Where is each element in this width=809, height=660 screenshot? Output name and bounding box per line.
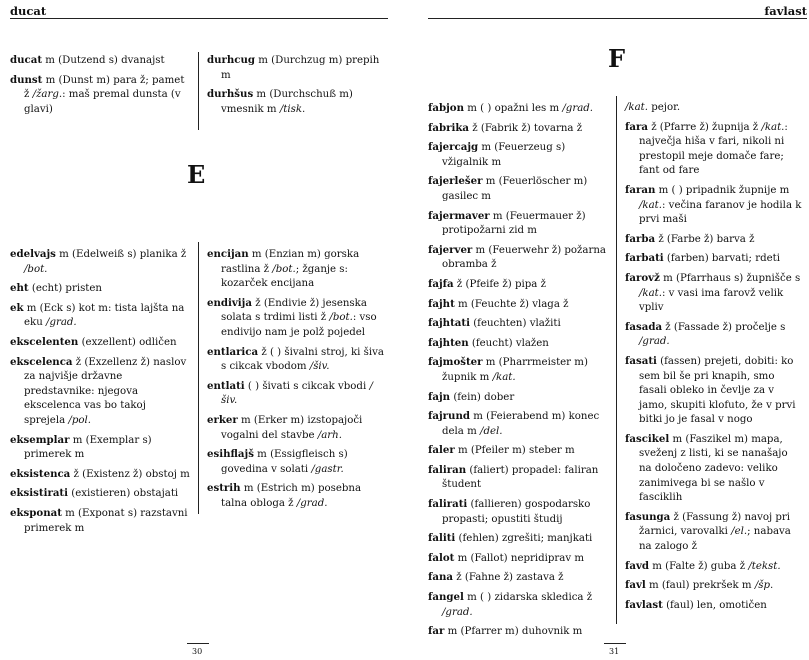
dictionary-entry bbox=[10, 53, 190, 69]
dictionary-entry bbox=[428, 551, 606, 567]
definition: m (Pfarrhaus s) župnišče s /kat.: v vasi ima farovž velik vpliv bbox=[639, 272, 801, 314]
headword: faran bbox=[625, 183, 656, 196]
dictionary-entry bbox=[428, 101, 606, 117]
dictionary-entry bbox=[207, 53, 387, 83]
left-page bbox=[0, 0, 390, 660]
definition: ( ) šivati s cikcak vbodi /šiv. bbox=[221, 380, 373, 407]
headword: fajercajg bbox=[428, 141, 479, 154]
dictionary-entry bbox=[207, 413, 387, 443]
headword: eksponat bbox=[10, 506, 62, 519]
dictionary-entry bbox=[428, 243, 606, 273]
headword: fajfa bbox=[428, 277, 454, 290]
dictionary-entry bbox=[625, 320, 803, 350]
dictionary-entry bbox=[428, 390, 606, 406]
definition: m (Estrich m) posebna talna obloga ž /grad. bbox=[221, 483, 362, 509]
definition: m ( ) zidarska skledica ž /grad. bbox=[442, 592, 593, 618]
headword: esihflajš bbox=[207, 448, 254, 461]
headword: ducat bbox=[10, 54, 43, 66]
definition: m (Exponat s) razstavni primerek m bbox=[24, 507, 188, 534]
headword: encijan bbox=[207, 248, 249, 260]
dictionary-entry bbox=[207, 87, 387, 117]
dictionary-entry bbox=[625, 271, 803, 316]
headword: fasati bbox=[625, 354, 657, 367]
definition: m (Edelweiß s) planika ž /bot. bbox=[24, 249, 187, 275]
e-column-1 bbox=[10, 247, 190, 540]
definition: ž (Fabrik ž) tovarna ž bbox=[469, 122, 583, 134]
headword: fabrika bbox=[428, 121, 470, 134]
headword: entlati bbox=[207, 379, 245, 392]
headword: ekscelenten bbox=[10, 335, 79, 348]
column-rule bbox=[198, 242, 199, 514]
headword: fasada bbox=[625, 320, 663, 333]
headword: fajmošter bbox=[428, 356, 483, 369]
definition: (faul) len, omotičen bbox=[662, 599, 767, 611]
dictionary-entry bbox=[428, 497, 606, 527]
dictionary-entry bbox=[428, 355, 606, 385]
headword: dunst bbox=[10, 73, 43, 86]
headword: durhcug bbox=[207, 54, 256, 66]
running-head: ducat bbox=[10, 4, 47, 18]
dictionary-entry bbox=[207, 296, 387, 341]
dictionary-entry bbox=[625, 510, 803, 555]
definition: ž (Fassade ž) pročelje s /grad. bbox=[639, 321, 786, 348]
definition: (fassen) prejeti, dobiti: ko sem bil še pri knapih, smo fasali obleko in čevlje za v jamo, skupiti klofuto, že v prvi bitki jo je fasal v nogo bbox=[639, 355, 796, 426]
definition: m (Pfeiler m) steber m bbox=[454, 445, 575, 457]
headword: edelvajs bbox=[10, 248, 56, 260]
dictionary-entry bbox=[625, 598, 803, 614]
dictionary-entry bbox=[10, 467, 190, 483]
header-rule bbox=[428, 18, 807, 19]
headword: entlarica bbox=[207, 345, 259, 358]
running-head: favlast bbox=[764, 4, 807, 18]
dictionary-entry bbox=[625, 120, 803, 179]
headword: fascikel bbox=[625, 432, 670, 445]
definition: m (Feierabend m) konec dela m /del. bbox=[442, 411, 600, 437]
definition: (farben) barvati; rdeti bbox=[663, 253, 780, 265]
headword: falot bbox=[428, 551, 455, 564]
column-rule bbox=[198, 52, 199, 130]
dictionary-entry bbox=[428, 443, 606, 459]
dictionary-entry bbox=[10, 301, 190, 331]
dictionary-entry bbox=[10, 281, 190, 297]
definition: (echt) pristen bbox=[28, 283, 102, 295]
header-rule bbox=[10, 18, 388, 19]
headword: fabjon bbox=[428, 102, 464, 114]
headword: fajn bbox=[428, 390, 451, 403]
headword: fasunga bbox=[625, 510, 671, 523]
dictionary-entry bbox=[428, 297, 606, 313]
f-column-1 bbox=[428, 101, 606, 644]
definition: (exzellent) odličen bbox=[78, 336, 177, 348]
top-column-2 bbox=[207, 53, 387, 121]
definition: (fehlen) zgrešiti; manjkati bbox=[455, 533, 593, 545]
definition: (existieren) obstajati bbox=[68, 488, 179, 500]
headword: farbati bbox=[625, 252, 664, 265]
definition: (feuchten) vlažiti bbox=[469, 318, 561, 330]
page-number: 30 bbox=[192, 647, 203, 656]
headword: favd bbox=[625, 559, 650, 572]
headword: durhšus bbox=[207, 88, 254, 101]
definition: m (Exemplar s) primerek m bbox=[24, 434, 152, 461]
top-column-1 bbox=[10, 53, 190, 121]
definition: ž (Endivie ž) jesenska solata s trdimi listi ž /bot.: vso endivijo nam je polž pojedel bbox=[221, 297, 377, 338]
headword: faliran bbox=[428, 463, 467, 476]
definition: m (Feuchte ž) vlaga ž bbox=[454, 298, 569, 310]
definition: m (Durchzug m) prepih m bbox=[221, 55, 380, 81]
headword: endivija bbox=[207, 296, 252, 309]
dictionary-entry bbox=[10, 486, 190, 502]
definition: m (Pfarrer m) duhovnik m bbox=[444, 626, 583, 638]
folio-rule bbox=[604, 643, 626, 644]
definition: ž (Pfeife ž) pipa ž bbox=[453, 278, 546, 290]
right-page bbox=[420, 0, 809, 660]
e-column-2 bbox=[207, 247, 387, 516]
dictionary-entry bbox=[207, 481, 387, 511]
headword: erker bbox=[207, 413, 238, 426]
headword: favl bbox=[625, 579, 646, 592]
dictionary-entry bbox=[428, 590, 606, 620]
headword: fajerlešer bbox=[428, 175, 483, 188]
dictionary-entry bbox=[428, 174, 606, 204]
dictionary-entry bbox=[625, 559, 803, 575]
definition: m (Durchschuß m) vmesnik m /tisk. bbox=[221, 89, 353, 115]
dictionary-entry bbox=[428, 209, 606, 239]
definition: (faliert) propadel: faliran študent bbox=[442, 464, 599, 491]
headword: eksemplar bbox=[10, 433, 70, 446]
headword: fajerver bbox=[428, 243, 473, 256]
headword: eksistenca bbox=[10, 467, 71, 480]
definition: ž (Farbe ž) barva ž bbox=[655, 233, 755, 245]
definition: ž (Fahne ž) zastava ž bbox=[453, 572, 564, 584]
definition: ž (Fassung ž) navoj pri žarnici, varovalki /el.; nabava na zalogo ž bbox=[639, 511, 791, 553]
dictionary-entry bbox=[10, 247, 190, 277]
f-column-2 bbox=[625, 101, 803, 617]
dictionary-entry bbox=[428, 624, 606, 640]
headword: falirati bbox=[428, 498, 468, 511]
dictionary-entry bbox=[428, 140, 606, 170]
dictionary-entry bbox=[207, 345, 387, 375]
headword: eht bbox=[10, 282, 29, 295]
dictionary-entry bbox=[428, 336, 606, 352]
dictionary-entry bbox=[207, 247, 387, 292]
headword: fangel bbox=[428, 591, 464, 604]
dictionary-entry bbox=[428, 277, 606, 293]
definition: m (Essigfleisch s) govedina v solati /gastr. bbox=[221, 449, 348, 475]
headword: ek bbox=[10, 301, 24, 314]
dictionary-entry bbox=[10, 355, 190, 429]
definition: m ( ) pripadnik župnije m /kat.: večina faranov je hodila k prvi maši bbox=[639, 184, 802, 226]
definition: m (Dunst m) para ž; pamet ž /žarg.: maš premal dunsta (v glavi) bbox=[24, 74, 185, 115]
headword: farba bbox=[625, 232, 656, 245]
section-letter-e: E bbox=[187, 160, 206, 189]
dictionary-entry bbox=[625, 578, 803, 594]
headword: estrih bbox=[207, 482, 241, 495]
definition: m (Pharrmeister m) župnik m /kat. bbox=[442, 357, 588, 383]
definition: m (Feuerwehr ž) požarna obramba ž bbox=[442, 244, 607, 271]
definition: (fallieren) gospodarsko propasti; opustiti študij bbox=[442, 499, 591, 525]
dictionary-entry bbox=[625, 251, 803, 267]
dictionary-entry bbox=[10, 335, 190, 351]
dictionary-entry bbox=[207, 447, 387, 477]
dictionary-entry bbox=[10, 73, 190, 118]
dictionary-entry bbox=[625, 101, 803, 116]
definition: m (Feuermauer ž) protipožarni zid m bbox=[442, 210, 586, 237]
definition: ž (Existenz ž) obstoj m bbox=[70, 468, 190, 480]
definition: m (Feuerlöscher m) gasilec m bbox=[442, 176, 588, 202]
definition: (fein) dober bbox=[450, 391, 515, 403]
page-number: 31 bbox=[609, 647, 620, 656]
headword: ekscelenca bbox=[10, 355, 73, 368]
section-letter-f: F bbox=[608, 44, 626, 73]
headword: farovž bbox=[625, 271, 660, 284]
definition: m (Enzian m) gorska rastlina ž /bot.; žganje s: kozarček encijana bbox=[221, 249, 360, 290]
definition: /kat. pejor. bbox=[625, 102, 681, 113]
headword: fajht bbox=[428, 297, 455, 310]
headword: fana bbox=[428, 571, 453, 584]
headword: far bbox=[428, 625, 445, 638]
headword: eksistirati bbox=[10, 487, 69, 500]
definition: m (faul) prekršek m /šp. bbox=[645, 580, 774, 592]
headword: fajermaver bbox=[428, 209, 490, 222]
dictionary-entry bbox=[625, 232, 803, 248]
dictionary-entry bbox=[428, 463, 606, 493]
definition: m (Feuerzeug s) vžigalnik m bbox=[442, 142, 566, 168]
definition: m ( ) opažni les m /grad. bbox=[464, 103, 594, 114]
folio-rule bbox=[187, 643, 209, 644]
dictionary-entry bbox=[625, 432, 803, 506]
headword: fara bbox=[625, 120, 648, 133]
dictionary-entry bbox=[428, 531, 606, 547]
dictionary-entry bbox=[428, 570, 606, 586]
headword: faliti bbox=[428, 532, 456, 545]
headword: fajhten bbox=[428, 336, 469, 349]
dictionary-entry bbox=[625, 183, 803, 228]
dictionary-entry bbox=[428, 409, 606, 439]
dictionary-entry bbox=[10, 506, 190, 536]
dictionary-entry bbox=[428, 121, 606, 137]
definition: ž (Exzellenz ž) naslov za najvišje državne predstavnike: njegova ekscelenca vas bo takoj sprejela /pol. bbox=[24, 356, 187, 426]
definition: m (Falte ž) guba ž /tekst. bbox=[649, 560, 781, 572]
definition: ž (Pfarre ž) župnija ž /kat.: največja hiša v fari, nikoli ni prestopil meje domače fare; fant od fare bbox=[639, 121, 788, 177]
dictionary-entry bbox=[428, 316, 606, 332]
headword: fajhtati bbox=[428, 317, 470, 330]
dictionary-entry bbox=[10, 433, 190, 463]
definition: ž ( ) šivalni stroj, ki šiva s cikcak vbodom /šiv. bbox=[221, 346, 384, 373]
definition: m (Fallot) nepridiprav m bbox=[454, 552, 585, 564]
headword: fajrund bbox=[428, 410, 470, 423]
dictionary-entry bbox=[207, 379, 387, 409]
column-rule bbox=[616, 96, 617, 624]
dictionary-entry bbox=[625, 354, 803, 428]
definition: m (Dutzend s) dvanajst bbox=[42, 55, 165, 66]
headword: favlast bbox=[625, 598, 663, 611]
headword: faler bbox=[428, 444, 455, 457]
definition: m (Eck s) kot m: tista lajšta na eku /grad. bbox=[23, 302, 185, 329]
definition: m (Erker m) izstopajoči vogalni del stavbe /arh. bbox=[221, 414, 363, 441]
definition: m (Faszikel m) mapa, sveženj z listi, ki se nanašajo na določeno zadevo: veliko zanimivega bi se našlo v fasciklih bbox=[639, 433, 788, 504]
definition: (feucht) vlažen bbox=[468, 337, 549, 349]
